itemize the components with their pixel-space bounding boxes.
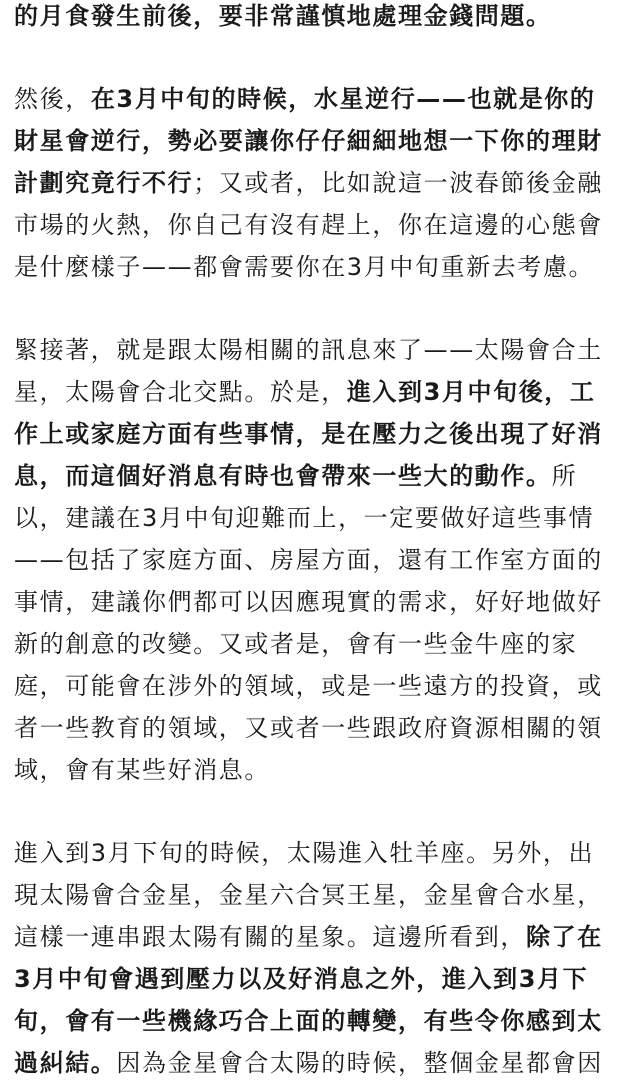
text-segment: ；又或者，比如說這一波春節後金融: [193, 169, 603, 197]
text-segment: 進入到3月下旬的時候，太陽進入牡羊座。另外，出: [14, 839, 595, 867]
text-segment: ——包括了家庭方面、房屋方面，還有工作室方面的: [14, 546, 603, 574]
text-line: [14, 917, 603, 957]
text-segment: 因為金星會合太陽的時候，整個金星都會因: [116, 1049, 603, 1077]
text-segment: 緊接著，就是跟太陽相關的訊息來了——太陽會合土: [14, 336, 603, 364]
text-line: [14, 205, 603, 245]
text-segment: 所: [551, 462, 578, 490]
bold-text-segment: 進入到3月中旬後，工: [346, 378, 596, 406]
text-line: [14, 414, 603, 454]
bold-text-segment: 息，而這個好消息有時也會帶來一些大的動作。: [14, 462, 552, 490]
text-line: [14, 456, 577, 496]
bold-text-segment: 在3月中旬的時候，水星逆行——也就是你的: [90, 85, 596, 113]
bold-text-segment: 除了在: [526, 923, 603, 951]
text-segment: 庭，可能會在涉外的領域，或是一些遠方的投資，或: [14, 672, 603, 700]
text-line: [14, 540, 603, 580]
text-line: [14, 372, 596, 412]
bold-text-segment: 旬，會有一些機緣巧合上面的轉變，有些令你感到太: [14, 1007, 603, 1035]
bold-text-segment: 3月中旬會遇到壓力以及好消息之外，進入到3月下: [14, 965, 589, 993]
text-segment: 事情，建議你們都可以因應現實的需求，好好地做好: [14, 588, 603, 616]
text-line: [14, 666, 603, 706]
text-line: [14, 0, 552, 36]
text-line: [14, 1001, 603, 1041]
text-segment: 以，建議在3月中旬迎難而上，一定要做好這些事情: [14, 504, 595, 532]
text-line: [14, 708, 603, 748]
text-segment: 市場的火熱，你自己有沒有趕上，你在這邊的心態會: [14, 211, 603, 239]
text-line: [14, 1043, 603, 1083]
text-line: [14, 121, 603, 161]
text-segment: 星，太陽會合北交點。於是，: [14, 378, 347, 406]
text-segment: 者一些教育的領域，又或者一些跟政府資源相關的領: [14, 714, 603, 742]
text-segment: 新的創意的改變。又或者是，會有一些金牛座的家: [14, 630, 578, 658]
text-line: [14, 247, 594, 287]
bold-text-segment: 作上或家庭方面有些事情，是在壓力之後出現了好消: [14, 420, 603, 448]
bold-text-segment: 計劃究竟行不行: [14, 169, 194, 197]
text-segment: 域，會有某些好消息。: [14, 756, 270, 784]
bold-text-segment: 財星會逆行，勢必要讓你仔仔細細地想一下你的理財: [14, 127, 603, 155]
text-line: [14, 833, 594, 873]
text-line: [14, 624, 577, 664]
text-line: [14, 875, 603, 915]
bold-text-segment: 過糾結。: [14, 1049, 117, 1077]
text-line: [14, 498, 594, 538]
text-segment: 然後，: [14, 85, 91, 113]
text-line: [14, 582, 603, 622]
text-segment: 現太陽會合金星，金星六合冥王星，金星會合水星，: [14, 881, 603, 909]
text-line: [14, 79, 596, 119]
bold-text-segment: 的月食發生前後，要非常謹慎地處理金錢問題。: [14, 2, 552, 30]
text-segment: 這樣一連串跟太陽有關的星象。這邊所看到，: [14, 923, 526, 951]
text-line: [14, 750, 270, 790]
text-line: [14, 330, 603, 370]
text-segment: 是什麼樣子——都會需要你在3月中旬重新去考慮。: [14, 253, 595, 281]
text-line: [14, 163, 603, 203]
text-line: [14, 959, 588, 999]
